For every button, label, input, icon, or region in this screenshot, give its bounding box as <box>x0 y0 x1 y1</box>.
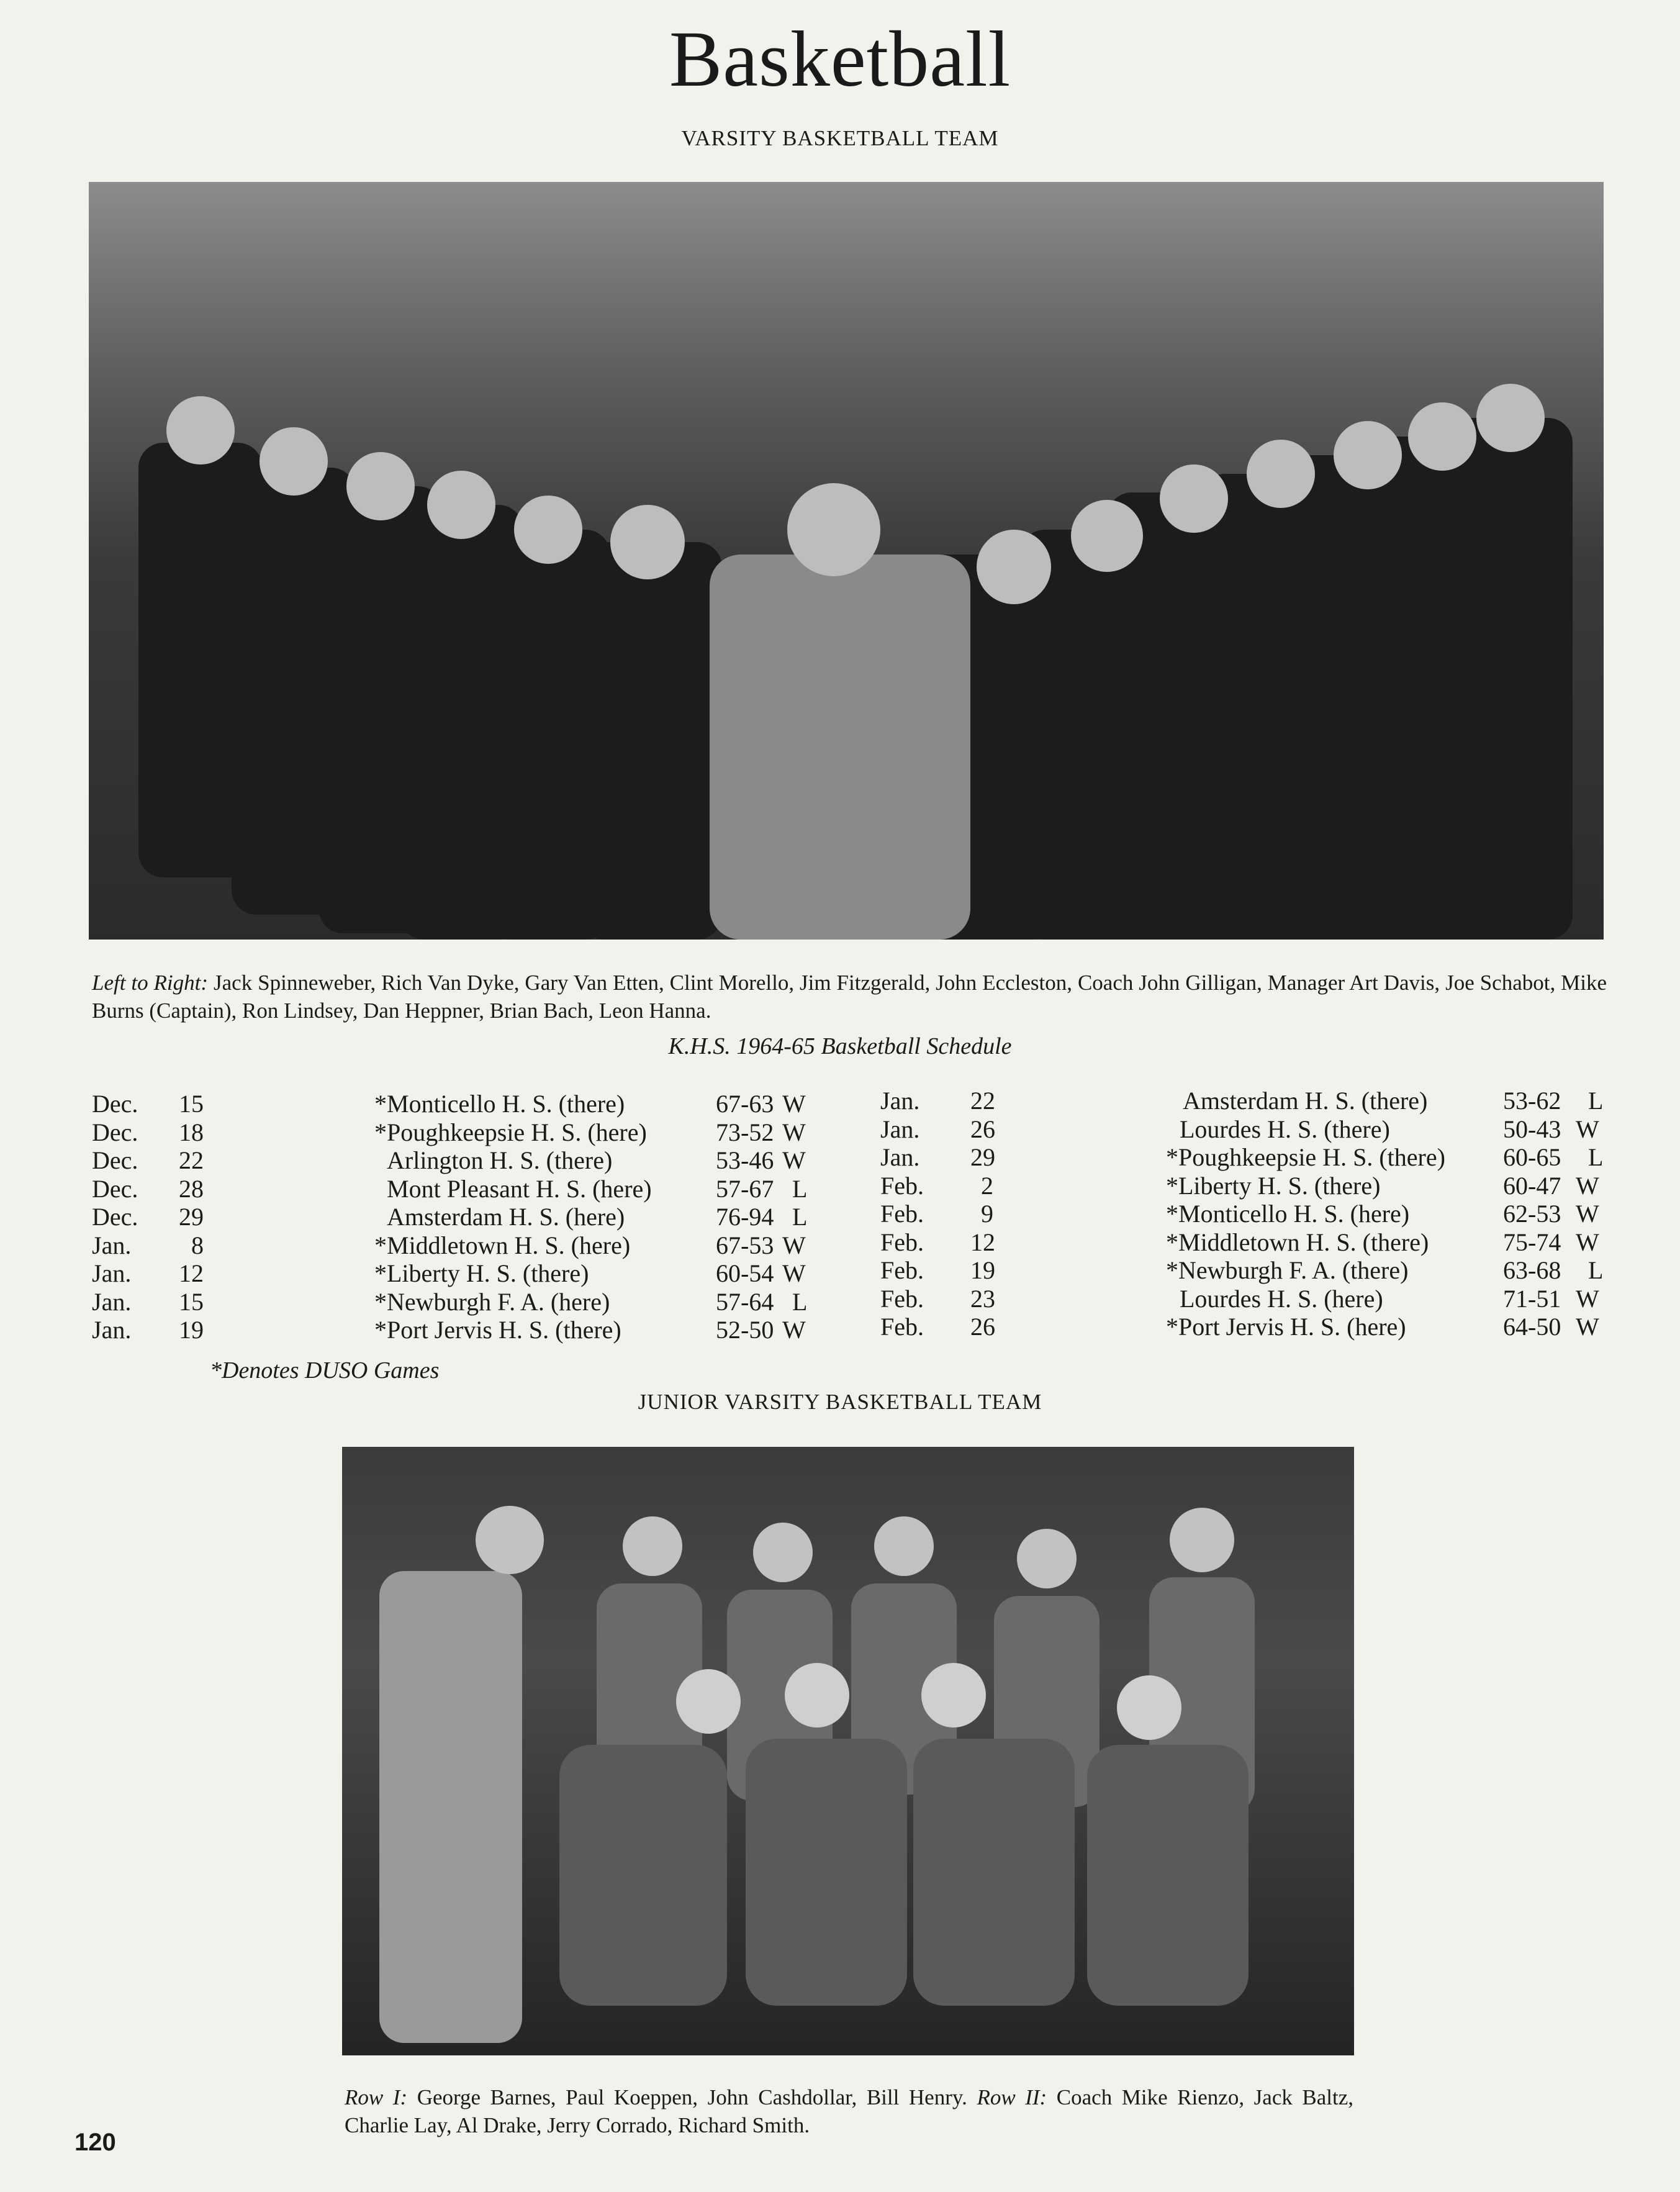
game-month: Dec. <box>92 1118 138 1146</box>
game-month: Feb. <box>880 1200 924 1228</box>
jv-heading: JUNIOR VARSITY BASKETBALL TEAM <box>638 1390 1042 1414</box>
game-month: Dec. <box>92 1174 138 1203</box>
game-month: Dec. <box>92 1146 138 1174</box>
game-result: W <box>1576 1228 1599 1256</box>
game-opponent: Lourdes H. S. (there) <box>1180 1115 1390 1143</box>
schedule-title: K.H.S. 1964-65 Basketball Schedule <box>668 1033 1012 1059</box>
game-result: L <box>1588 1256 1604 1284</box>
game-month: Feb. <box>880 1256 924 1284</box>
game-score: 75-74 <box>1503 1228 1561 1256</box>
schedule-row <box>92 1203 824 1231</box>
game-score: 64-50 <box>1503 1313 1561 1341</box>
jv-caption-lead-row-2: Row II: <box>977 2085 1047 2109</box>
schedule-row <box>880 1172 1613 1200</box>
game-month: Jan. <box>92 1231 132 1259</box>
game-opponent: *Newburgh F. A. (there) <box>1166 1256 1409 1284</box>
schedule-row <box>880 1087 1613 1115</box>
game-day: 9 <box>981 1200 993 1228</box>
game-opponent: *Liberty H. S. (there) <box>1166 1171 1381 1200</box>
game-opponent: *Middletown H. S. (here) <box>374 1231 631 1259</box>
game-result: W <box>1576 1171 1599 1200</box>
game-day: 23 <box>970 1284 995 1313</box>
varsity-heading: VARSITY BASKETBALL TEAM <box>681 126 999 150</box>
game-opponent: Amsterdam H. S. (there) <box>1183 1087 1428 1115</box>
jv-caption <box>345 2083 1353 2139</box>
game-month: Feb. <box>880 1284 924 1313</box>
game-result: W <box>1576 1284 1599 1313</box>
game-result: W <box>1576 1115 1599 1143</box>
schedule-row <box>880 1256 1613 1285</box>
schedule-column-right <box>880 1087 1613 1341</box>
game-opponent: *Monticello H. S. (here) <box>1166 1200 1410 1228</box>
schedule-row <box>92 1090 824 1118</box>
page-title: Basketball <box>669 15 1011 103</box>
game-month: Dec. <box>92 1090 138 1118</box>
game-day: 22 <box>970 1087 995 1115</box>
game-month: Jan. <box>880 1115 920 1143</box>
game-month: Jan. <box>92 1259 132 1287</box>
schedule-row <box>92 1259 824 1288</box>
game-score: 60-65 <box>1503 1143 1561 1171</box>
schedule-row <box>92 1316 824 1344</box>
game-result: L <box>792 1287 808 1316</box>
schedule-row <box>880 1285 1613 1313</box>
schedule-row <box>880 1313 1613 1341</box>
game-day: 15 <box>179 1090 204 1118</box>
game-day: 29 <box>179 1203 204 1231</box>
game-result: L <box>792 1203 808 1231</box>
game-month: Jan. <box>880 1087 920 1115</box>
game-day: 19 <box>179 1316 204 1344</box>
game-result: W <box>782 1118 806 1146</box>
game-score: 50-43 <box>1503 1115 1561 1143</box>
page-number: 120 <box>75 2129 116 2156</box>
jv-caption-row-2-names: Coach Mike Rienzo, Jack Baltz, Charlie Lay, Al Drake, Jerry Corrado, Richard Smith. <box>345 2085 1354 2137</box>
game-score: 73-52 <box>716 1118 774 1146</box>
game-opponent: *Port Jervis H. S. (here) <box>1166 1313 1406 1341</box>
game-month: Jan. <box>880 1143 920 1171</box>
game-score: 60-47 <box>1503 1171 1561 1200</box>
game-day: 29 <box>970 1143 995 1171</box>
game-result: L <box>792 1174 808 1203</box>
game-score: 67-53 <box>716 1231 774 1259</box>
game-result: W <box>1576 1313 1599 1341</box>
game-day: 18 <box>179 1118 204 1146</box>
game-score: 60-54 <box>716 1259 774 1287</box>
schedule-row <box>880 1115 1613 1144</box>
game-opponent: Amsterdam H. S. (here) <box>387 1203 625 1231</box>
game-score: 53-46 <box>716 1146 774 1174</box>
game-opponent: *Poughkeepsie H. S. (there) <box>1166 1143 1445 1171</box>
game-score: 67-63 <box>716 1090 774 1118</box>
game-month: Jan. <box>92 1287 132 1316</box>
game-day: 28 <box>179 1174 204 1203</box>
game-score: 52-50 <box>716 1316 774 1344</box>
schedule-row <box>880 1200 1613 1228</box>
game-score: 57-64 <box>716 1287 774 1316</box>
game-opponent: *Newburgh F. A. (here) <box>374 1287 610 1316</box>
varsity-caption <box>92 969 1607 1025</box>
game-score: 76-94 <box>716 1203 774 1231</box>
jv-team-photo <box>342 1447 1354 2055</box>
game-result: W <box>782 1259 806 1287</box>
game-day: 19 <box>970 1256 995 1284</box>
varsity-caption-lead: Left to Right: <box>92 971 209 995</box>
game-score: 53-62 <box>1503 1087 1561 1115</box>
schedule-row <box>92 1288 824 1316</box>
game-score: 63-68 <box>1503 1256 1561 1284</box>
schedule-row <box>92 1146 824 1175</box>
game-month: Feb. <box>880 1171 924 1200</box>
game-result: W <box>1576 1200 1599 1228</box>
game-opponent: Mont Pleasant H. S. (here) <box>387 1174 652 1203</box>
game-result: W <box>782 1231 806 1259</box>
game-opponent: *Poughkeepsie H. S. (here) <box>374 1118 647 1146</box>
schedule-row <box>92 1231 824 1260</box>
jv-caption-row-1-names: George Barnes, Paul Koeppen, John Cashdollar, Bill Henry. <box>417 2085 967 2109</box>
game-opponent: *Monticello H. S. (there) <box>374 1090 625 1118</box>
schedule-row <box>92 1175 824 1203</box>
game-result: W <box>782 1146 806 1174</box>
game-month: Dec. <box>92 1203 138 1231</box>
game-month: Feb. <box>880 1313 924 1341</box>
game-result: L <box>1588 1143 1604 1171</box>
game-day: 22 <box>179 1146 204 1174</box>
game-opponent: Arlington H. S. (there) <box>387 1146 613 1174</box>
game-day: 26 <box>970 1313 995 1341</box>
schedule-row <box>880 1228 1613 1257</box>
game-opponent: *Port Jervis H. S. (there) <box>374 1316 621 1344</box>
jv-caption-lead-row-1: Row I: <box>345 2085 408 2109</box>
game-day: 12 <box>179 1259 204 1287</box>
game-result: W <box>782 1316 806 1344</box>
varsity-caption-names: Jack Spinneweber, Rich Van Dyke, Gary Van Etten, Clint Morello, Jim Fitzgerald, John Eccleston, Coach John Gilligan, Manager Art Davis, Joe Schabot, Mike Burns (Captain), Ron Lindsey, Dan Heppner, Brian Bach, Leon Hanna. <box>92 971 1607 1023</box>
schedule-row <box>92 1118 824 1147</box>
game-score: 71-51 <box>1503 1284 1561 1313</box>
game-day: 26 <box>970 1115 995 1143</box>
game-score: 57-67 <box>716 1174 774 1203</box>
game-day: 12 <box>970 1228 995 1256</box>
schedule-column-left <box>92 1090 824 1344</box>
game-result: L <box>1588 1087 1604 1115</box>
game-opponent: *Liberty H. S. (there) <box>374 1259 589 1287</box>
game-score: 62-53 <box>1503 1200 1561 1228</box>
varsity-team-photo <box>89 182 1604 940</box>
game-result: W <box>782 1090 806 1118</box>
game-month: Jan. <box>92 1316 132 1344</box>
game-day: 15 <box>179 1287 204 1316</box>
game-opponent: Lourdes H. S. (here) <box>1180 1284 1383 1313</box>
game-opponent: *Middletown H. S. (there) <box>1166 1228 1429 1256</box>
schedule-row <box>880 1143 1613 1172</box>
game-day: 8 <box>191 1231 204 1259</box>
game-day: 2 <box>981 1171 993 1200</box>
game-month: Feb. <box>880 1228 924 1256</box>
schedule-footnote: *Denotes DUSO Games <box>210 1357 440 1384</box>
